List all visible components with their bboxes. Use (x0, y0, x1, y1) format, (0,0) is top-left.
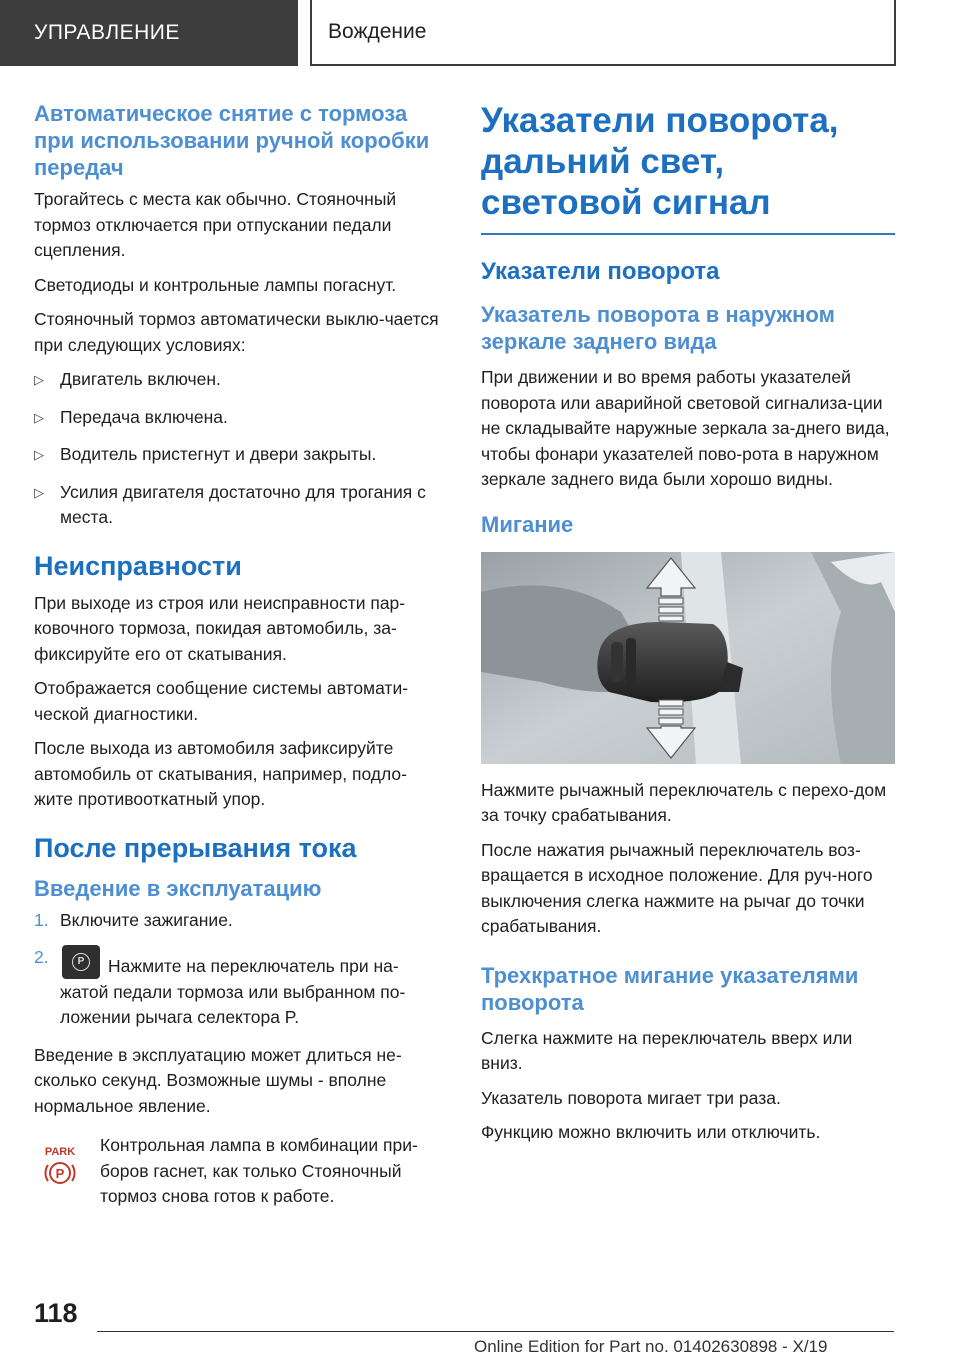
paragraph: Трогайтесь с места как обычно. Стояночный тормоз отключается при отпускании педали сцепления. (34, 189, 397, 260)
list-item: 2. P Нажмите на переключатель при на-жатой педали тормоза или выбранном по-ложении рычага селектора P. (34, 947, 406, 1027)
list-item: ▷ Передача включена. (34, 405, 444, 431)
paragraph: При выходе из строя или неисправности пар-ковочного тормоза, покидая автомобиль, за-фиксируйте его от скатывания. (34, 592, 406, 664)
bullet-triangle-icon: ▷ (34, 484, 44, 500)
steps-list (34, 908, 444, 1031)
turn-signal-lever-illustration (481, 552, 895, 764)
page-title: Указатели поворота, дальний свет, световой сигнал (481, 100, 895, 235)
paragraph: Введение в эксплуатацию может длиться не-сколько секунд. Возможные шумы - вполне нормальное явление. (34, 1044, 402, 1116)
bullet-triangle-icon: ▷ (34, 372, 44, 387)
paragraph: Указатель поворота мигает три раза. (481, 1087, 781, 1108)
paragraph: После выхода из автомобиля зафиксируйте автомобиль от скатывания, например, подло-жите противооткатный упор. (34, 738, 407, 809)
section-tab: УПРАВЛЕНИЕ (0, 0, 298, 66)
parking-brake-button-icon: P (62, 945, 100, 979)
paragraph: Контрольная лампа в комбинации при-боров гаснет, как только Стояночный тормоз снова готов к работе. (100, 1135, 418, 1206)
paragraph: После нажатия рычажный переключатель воз-вращается в исходное положение. Для руч-ного выключения слегка нажмите на рычаг до точки срабатывания. (481, 839, 873, 936)
paragraph: Отображается сообщение системы автомати-ческой диагностики. (34, 678, 409, 724)
paragraph: Светодиоды и контрольные лампы погаснут. (34, 274, 397, 295)
paragraph: Слегка нажмите на переключатель вверх или вниз. (481, 1027, 853, 1073)
paragraph: Функцию можно включить или отключить. (481, 1122, 821, 1142)
paragraph: Нажмите рычажный переключатель с перехо-дом за точку срабатывания. (481, 779, 887, 825)
list-item: ▷ Водитель пристегнут и двери закрыты. (34, 442, 444, 468)
list-item: ▷ Двигатель включен. (34, 367, 444, 393)
park-lamp-note (34, 1133, 444, 1210)
page-number: 118 (34, 1298, 78, 1328)
svg-text:P: P (55, 1166, 65, 1181)
paragraph: Стояночный тормоз автоматически выклю-чается при следующих условиях: (34, 309, 439, 355)
conditions-list (34, 367, 444, 531)
edition-note: Online Edition for Part no. 01402630898 - X/19 (474, 1337, 828, 1356)
chapter-tab: Вождение (310, 0, 896, 66)
heading-malfunction: Неисправности (34, 550, 242, 581)
heading-turn-signals: Указатели поворота (481, 258, 720, 285)
heading-triple-flash: Трехкратное мигание указателями поворота (481, 962, 859, 1015)
list-item: ▷ Усилия двигателя достаточно для трогания с места. (34, 481, 426, 527)
heading-mirror-signal: Указатель поворота в наружном зеркале заднего вида (481, 302, 835, 354)
bullet-triangle-icon: ▷ (34, 409, 44, 425)
page-header (0, 0, 960, 66)
left-column (34, 100, 444, 1219)
right-column (481, 100, 895, 1155)
list-item: 1. Включите зажигание. (34, 909, 233, 930)
svg-text:PARK: PARK (44, 1146, 76, 1158)
heading-power-loss: После прерывания тока (34, 832, 357, 863)
park-warning-lamp-icon (40, 1141, 80, 1191)
heading-auto-release: Автоматическое снятие с тормоза при использовании ручной коробки передач (34, 101, 430, 180)
bullet-triangle-icon: ▷ (34, 447, 44, 462)
footer-divider (97, 1331, 894, 1332)
heading-commissioning: Введение в эксплуатацию (34, 875, 322, 901)
paragraph: При движении и во время работы указателей поворота или аварийной световой сигнализа-ции не складывайте наружные зеркала за-днего вида, чтобы фонари указателей пово-рота в наружном зеркале заднего вида были хорошо видны. (481, 367, 890, 489)
heading-flashing: Мигание (481, 511, 574, 537)
